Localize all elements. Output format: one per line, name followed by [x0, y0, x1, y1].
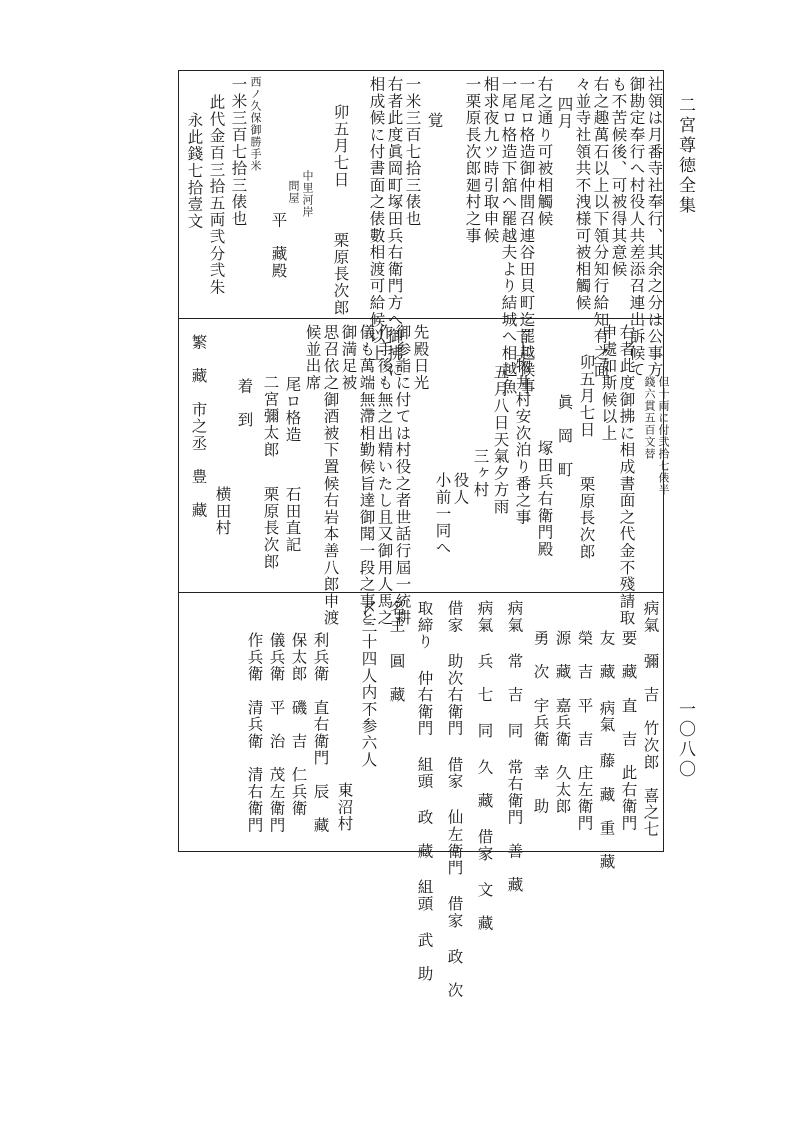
roster-column: 取締り 仲右衛門 組頭 政 藏 組頭 武 助 [415, 600, 434, 983]
text-line: 一栗原長次郎廻村之事 [463, 76, 482, 244]
text-line: 御参詣に付ては村役之者世話行屆一統耕 [393, 324, 412, 627]
text-line: 御満足被 [339, 324, 358, 392]
text-line: 社領は月番寺社奉行、其余之分は公事方 [645, 76, 664, 379]
signature: 栗原長次郎 [331, 232, 350, 316]
text-line: 役人 [451, 472, 470, 506]
text-line: 四月 [555, 96, 574, 130]
text-line: 右之通り可被相觸候 [535, 76, 554, 228]
roster-column: 病氣 兵 七 同 久 藏 借家 文 藏 [475, 600, 494, 932]
roster-column: 利兵衛 直右衛門 辰 藏 [311, 632, 330, 834]
roster-column: 要 藏 直 吉 此右衛門 [619, 630, 638, 832]
date-line: 卯五月七日 [331, 104, 350, 188]
text-line: 右者此度眞岡町塚田兵右衛門方へ御拂に [385, 76, 404, 379]
text-line: 相求夜九ツ時引取申候 [481, 76, 500, 244]
roster-column: 友 藏 病氣 藤 藏 重 藏 [597, 630, 616, 871]
addressee: 平 藏殿 [269, 212, 288, 280]
text-line: 右之趣萬石以上以下領分知行給知有之面 [591, 76, 610, 379]
book-title: 二宮尊徳全集 [675, 96, 695, 216]
attendee: 二宮彌太郎 [261, 374, 280, 458]
text-line: 一米三百七拾三俵也 [229, 76, 248, 228]
text-line: も不苦候後、可被得其意候 [609, 76, 628, 278]
village-name: 横田村 [213, 486, 232, 537]
text-line: 右者此度御拂に相成書面之代金不殘請取 [617, 324, 636, 627]
names-line: 繁 藏 市之丞 豊 藏 [189, 334, 208, 519]
text-line: 小前一同へ [433, 472, 452, 556]
addressee-role: 問屋 [287, 180, 300, 204]
roster-column: 病氣 彌 吉 竹次郎 喜之七 [641, 600, 660, 838]
text-line: 一尾ロ格造御仲間召連谷田貝町迄罷越候事 [517, 76, 536, 396]
note-line: 但十両に付弐拾七俵半 [657, 376, 670, 496]
attendee: 石田直記 [283, 486, 302, 554]
roster-column: 保太郎 磯 吉 仁兵衛 [289, 632, 308, 817]
text-line: 々並寺社領共不洩様可被相觸候 [573, 76, 592, 312]
text-line: 一尾ロ格造下舘へ罷越夫より結城へ相越魚 [499, 76, 518, 396]
text-line: 御勘定奉行へ村役人共差添召連出訴候て [627, 76, 646, 379]
page-number: 一〇八〇 [675, 700, 695, 780]
text-line: 三ヶ村 [471, 448, 490, 499]
attendee: 栗原長次郎 [261, 486, 280, 570]
text-line: 西ノ久保御勝手米 [249, 76, 262, 172]
text-line: 先殿日光 [411, 324, 430, 392]
date-line: 卯五月七日 [577, 354, 596, 438]
roster-column: 作兵衛 清兵衛 清右衛門 [245, 632, 264, 834]
text-line: 候並出席 [303, 324, 322, 392]
village-name: 東沼村 [335, 782, 354, 833]
roster-column: 病氣 常 吉 同 常右衛門 善 藏 [505, 600, 524, 894]
roster-column: 勇 次 宇兵衛 幸 助 [531, 630, 550, 815]
roster-column: 名主 圓 藏 [387, 600, 406, 704]
text-line: 一上物井村安次泊り番之事 [513, 324, 532, 526]
roster-column: 榮 吉 平 吉 庄左衛門 [575, 630, 594, 832]
addressee-place: 中里河岸 [301, 170, 314, 218]
text-line: 作手後も無之出精いたし且又御用人馬之 [375, 324, 394, 627]
text-line: 相成候に付書面之俵數相渡可給候以上 [367, 76, 386, 362]
text-heading: 覚 [425, 112, 444, 129]
note-line: 錢六貫五百文替 [643, 376, 656, 460]
signature: 栗原長次郎 [577, 476, 596, 560]
text-line: 五月八日天氣夕方雨 [491, 364, 510, 516]
text-line: 思召依之御酒被下置候右岩本善八郎申渡 [321, 324, 340, 627]
total-line: 〆三十四人内不参六人 [359, 600, 378, 768]
text-line: 永此錢七拾壹文 [185, 112, 204, 230]
roster-column: 借家 助次右衛門 借家 仙左衛門 借家 政 次 [445, 600, 464, 999]
roster-column: 儀兵衛 平 治 茂左衛門 [267, 632, 286, 834]
text-line: 儀も萬端無滯相勤候旨達御聞一段之事と [357, 324, 376, 627]
text-line: 一米三百七拾三俵也 [403, 76, 422, 228]
text-line: 申處如斯候以上 [599, 324, 618, 442]
section-divider-lower [178, 592, 664, 593]
text-line: 此代金百三拾五両弐分弐朱 [207, 94, 226, 296]
addressee-place: 眞 岡 町 [555, 394, 574, 478]
roster-column: 源 藏 嘉兵衛 久太郎 [553, 630, 572, 815]
attendee: 尾ロ格造 [283, 376, 302, 444]
addressee: 塚田兵右衛門殿 [535, 440, 554, 558]
text-heading: 着 到 [235, 378, 254, 429]
